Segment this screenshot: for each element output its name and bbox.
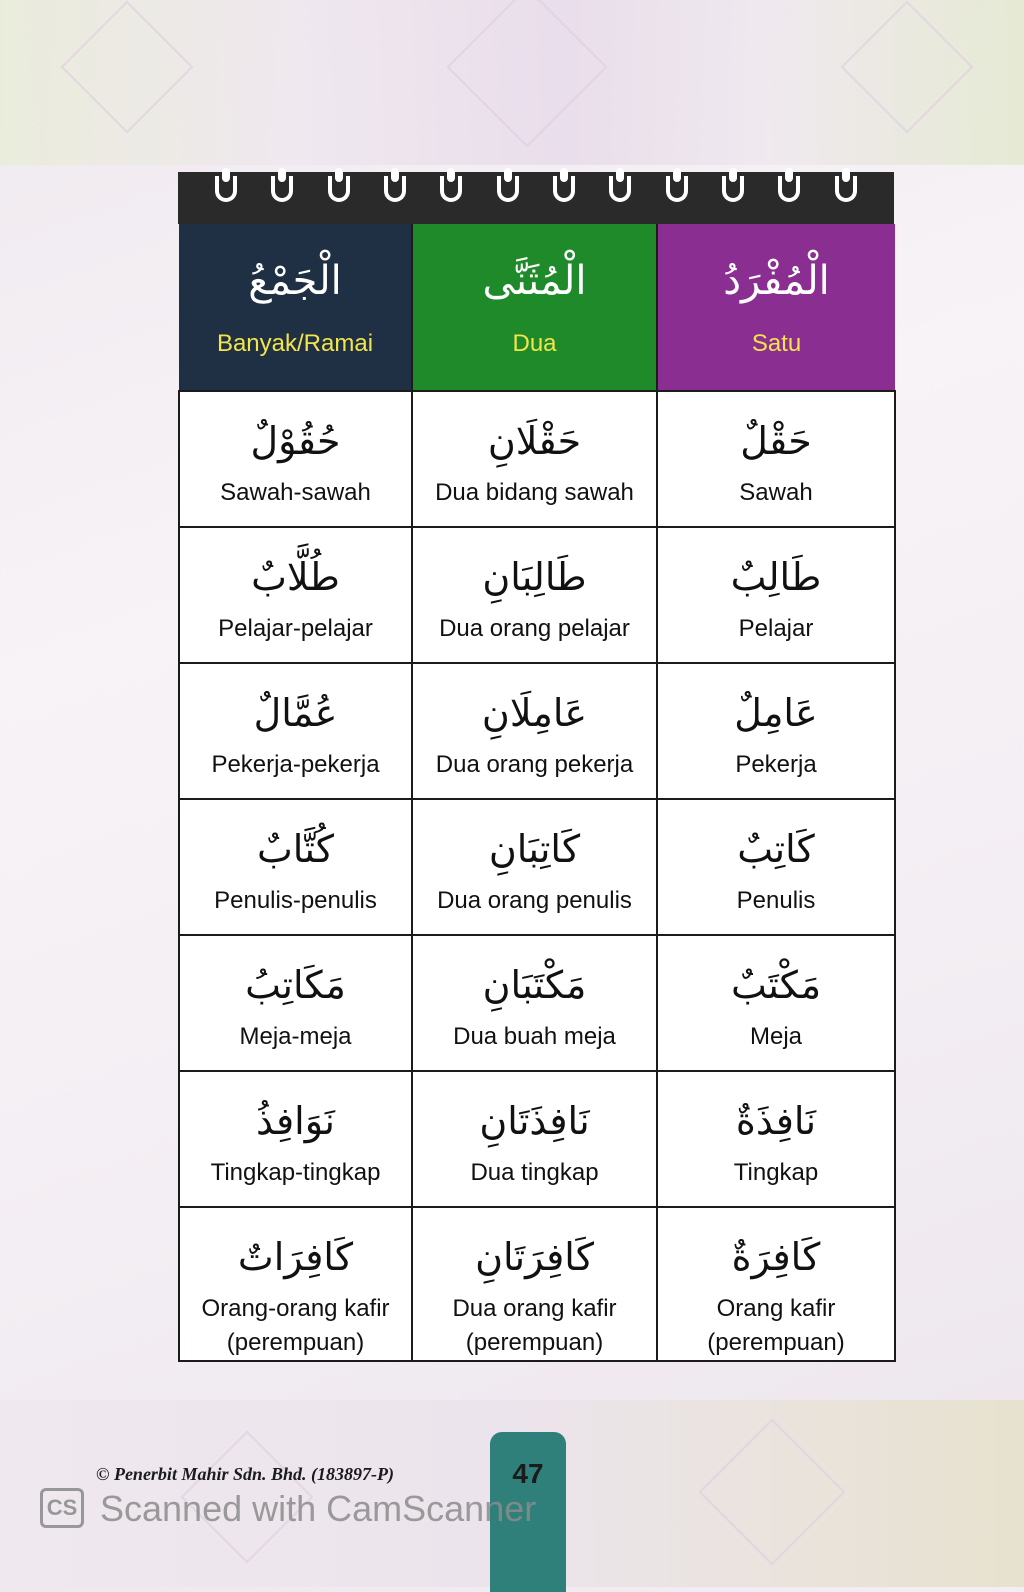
arabic-word: كَاتِبَانِ — [488, 827, 581, 871]
meaning-text: Dua tingkap — [470, 1159, 599, 1186]
arabic-word: نَوَافِذُ — [256, 1099, 335, 1143]
arabic-word: كُتَّابٌ — [257, 827, 334, 871]
spiral-ring-icon — [609, 176, 631, 202]
table-cell — [657, 663, 895, 799]
meaning-text: Pekerja — [735, 751, 817, 778]
meaning-text: Pekerja-pekerja — [211, 751, 380, 778]
header-label: Dua — [512, 330, 557, 357]
arabic-word: كَاتِبٌ — [737, 827, 815, 871]
arabic-word: طُلَّابٌ — [251, 555, 340, 599]
meaning-text: Dua bidang sawah — [435, 479, 634, 506]
table-cell — [179, 391, 412, 527]
arabic-word: طَالِبٌ — [730, 555, 822, 599]
header-arabic: الْمُثَنَّى — [482, 258, 587, 304]
table-cell — [657, 935, 895, 1071]
arabic-word: حَقْلٌ — [740, 419, 812, 463]
meaning-text: Tingkap — [733, 1159, 819, 1186]
arabic-word: كَافِرَاتٌ — [237, 1235, 354, 1279]
arabic-word: عُمَّالٌ — [253, 691, 338, 735]
arabic-word: حَقْلَانِ — [487, 419, 582, 463]
table-cell — [179, 1207, 412, 1361]
meaning-text: Dua orang pekerja — [435, 751, 634, 778]
header-arabic: الْمُفْرَدُ — [723, 258, 830, 304]
meaning-text: Sawah — [739, 479, 813, 506]
table-cell — [412, 1071, 657, 1207]
header-plural — [179, 224, 412, 391]
meaning-text: Dua orang pelajar — [439, 615, 630, 642]
arabic-word: طَالِبَانِ — [482, 555, 587, 599]
table-cell — [179, 1071, 412, 1207]
spiral-ring-icon — [215, 176, 237, 202]
meaning-text: Dua orang penulis — [437, 887, 632, 914]
table-cell — [412, 935, 657, 1071]
meaning-text: Penulis — [736, 887, 816, 914]
table-cell — [179, 935, 412, 1071]
header-singular — [657, 224, 895, 391]
table-cell — [412, 391, 657, 527]
table-cell — [412, 527, 657, 663]
spiral-binding — [178, 172, 894, 224]
table-cell — [412, 663, 657, 799]
spiral-ring-icon — [328, 176, 350, 202]
vocabulary-notebook — [178, 172, 894, 1362]
table-row — [179, 527, 895, 663]
header-label: Banyak/Ramai — [216, 330, 374, 357]
arabic-word: مَكْتَبٌ — [730, 963, 822, 1007]
table-cell — [179, 663, 412, 799]
table-cell — [412, 1207, 657, 1361]
arabic-word: كَافِرَتَانِ — [475, 1235, 594, 1279]
arabic-word: مَكْتَبَانِ — [482, 963, 587, 1007]
spiral-ring-icon — [666, 176, 688, 202]
spiral-ring-icon — [271, 176, 293, 202]
arabic-word: عَامِلٌ — [734, 691, 818, 735]
table-row — [179, 1071, 895, 1207]
copyright-notice: © Penerbit Mahir Sdn. Bhd. (183897-P) — [96, 1464, 394, 1484]
arabic-word: نَافِذَتَانِ — [479, 1099, 590, 1143]
header-arabic: الْجَمْعُ — [248, 258, 342, 304]
table-cell — [179, 799, 412, 935]
page-number: 47 — [512, 1458, 544, 1489]
spiral-ring-icon — [722, 176, 744, 202]
table-row — [179, 935, 895, 1071]
header-dual — [412, 224, 657, 391]
table-row — [179, 663, 895, 799]
table-cell — [657, 1207, 895, 1361]
spiral-ring-icon — [835, 176, 857, 202]
arabic-word: نَافِذَةٌ — [735, 1099, 817, 1143]
meaning-text: Tingkap-tingkap — [210, 1159, 381, 1186]
meaning-text: Orang-orang kafir (perempuan) — [201, 1295, 390, 1356]
table-row — [179, 391, 895, 527]
table-header-row — [179, 224, 895, 391]
spiral-ring-icon — [553, 176, 575, 202]
header-label: Satu — [751, 330, 802, 357]
plural-forms-table — [178, 224, 896, 1362]
table-row — [179, 1207, 895, 1361]
arabic-word: عَامِلَانِ — [481, 691, 588, 735]
table-row — [179, 799, 895, 935]
meaning-text: Pelajar-pelajar — [218, 615, 373, 642]
spiral-ring-icon — [497, 176, 519, 202]
table-cell — [412, 799, 657, 935]
meaning-text: Sawah-sawah — [220, 479, 371, 506]
spiral-ring-icon — [440, 176, 462, 202]
arabic-word: كَافِرَةٌ — [731, 1235, 821, 1279]
spiral-ring-icon — [778, 176, 800, 202]
table-cell — [657, 1071, 895, 1207]
arabic-word: مَكَاتِبُ — [245, 963, 346, 1007]
arabic-word: حُقُوْلٌ — [250, 419, 341, 463]
scanner-watermark: Scanned with CamScanner — [100, 1488, 537, 1529]
meaning-text: Pelajar — [738, 615, 814, 642]
meaning-text: Dua orang kafir (perempuan) — [452, 1295, 617, 1356]
table-cell — [657, 799, 895, 935]
meaning-text: Meja — [749, 1023, 803, 1050]
meaning-text: Dua buah meja — [453, 1023, 616, 1050]
meaning-text: Orang kafir (perempuan) — [707, 1295, 845, 1356]
table-cell — [657, 391, 895, 527]
meaning-text: Meja-meja — [239, 1023, 352, 1050]
camscanner-logo-icon: CS — [40, 1488, 84, 1528]
table-cell — [657, 527, 895, 663]
table-cell — [179, 527, 412, 663]
spiral-ring-icon — [384, 176, 406, 202]
meaning-text: Penulis-penulis — [214, 887, 377, 914]
